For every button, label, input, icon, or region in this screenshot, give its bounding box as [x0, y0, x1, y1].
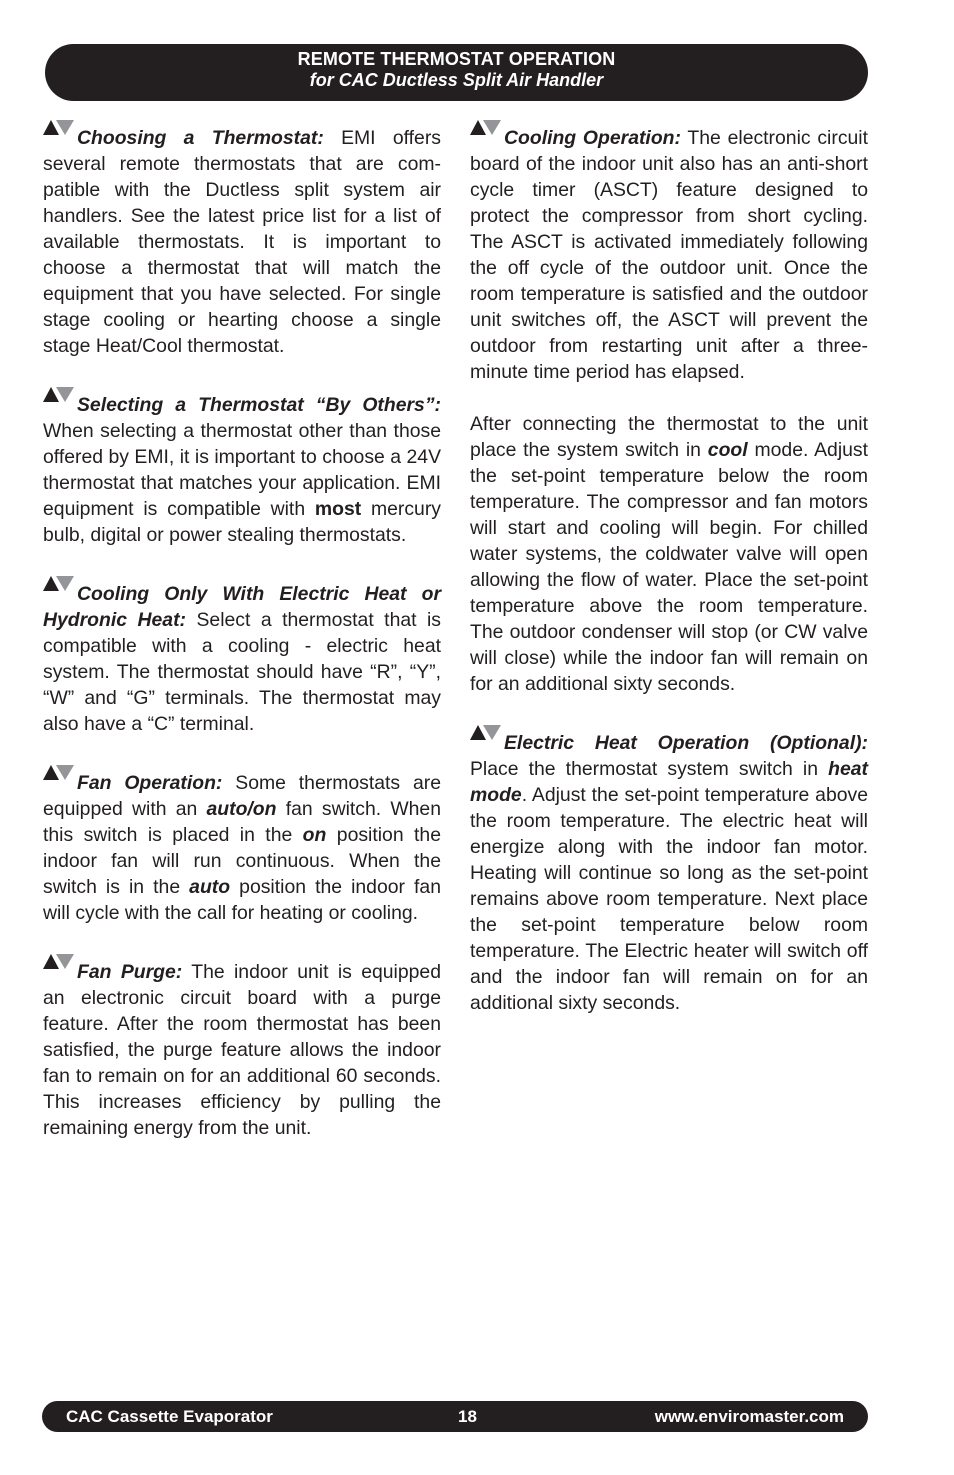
section-heading: Selecting a Thermostat “By Others”: [77, 394, 441, 416]
left-column [43, 118, 441, 1167]
emphasis-auto: auto [189, 876, 231, 898]
header-subtitle: for CAC Ductless Split Air Handler [309, 70, 604, 90]
section-body: . Adjust the set-point temperature above the room temperature. The electric heat will energize along with the indoor fan motor. Heating will continue so long as the set-point remains above room temperature. Next place the set-point temperature below room temperature. The Electric heater will switch off and the indoor fan will remain on for an additional sixty seconds. [470, 784, 868, 1014]
emphasis-most: most [314, 498, 362, 520]
section-body: position the indoor fan will cycle with the call for heating or cooling. [43, 876, 441, 924]
section-after-connecting [470, 411, 868, 697]
section-body: fan switch. When this switch is placed in the [43, 798, 442, 846]
emphasis-cool: cool [707, 439, 748, 461]
page-footer-banner [42, 1401, 868, 1432]
section-body: position the indoor fan will run continuous. When the switch is in the [43, 824, 441, 898]
section-body: Place the thermostat system switch in [470, 758, 818, 780]
section-heading: Electric Heat Operation (Optional): [504, 732, 868, 754]
right-column [470, 118, 868, 1042]
up-down-triangle-icon [470, 118, 502, 138]
section-electric-heat-operation [470, 723, 868, 1016]
section-cooling-operation [470, 118, 868, 385]
emphasis-auto-on: auto/on [206, 798, 277, 820]
section-cooling-only-electric-heat [43, 574, 441, 737]
up-down-triangle-icon [470, 723, 502, 743]
section-body: Select a thermostat that is compatible with a cooling - electric heat system. The thermostat should have “R”, “Y”, “W” and “G” terminals. The thermostat may also have a “C” terminal. [43, 609, 441, 735]
section-body: mode. Adjust the set-point temperature below the room temperature. The compressor and fan motors will start and cooling will begin. For chilled water systems, the coldwater valve will open allowing the flow of water. Place the set-point temperature above the room temperature. The outdoor condenser will stop (or CW valve will close) while the indoor fan will remain on for an additional sixty seconds. [470, 439, 869, 695]
up-down-triangle-icon [43, 952, 75, 972]
emphasis-heat-mode: heat mode [470, 758, 868, 806]
section-fan-operation [43, 763, 441, 926]
footer-website: www.enviromaster.com [654, 1407, 844, 1426]
section-heading: Cooling Only With Electric Heat or Hydronic Heat: [43, 583, 441, 631]
page-header-banner [45, 44, 868, 101]
section-fan-purge [43, 952, 441, 1141]
up-down-triangle-icon [43, 574, 75, 594]
section-body: EMI offers several remote thermostats that are compatible with the Ductless split system air handlers. See the latest price list for a list of available thermostats. It is important to choose a thermostat that will match the equipment that you have selected. For single stage cooling or hearting choose a single stage Heat/Cool thermostat. [43, 127, 441, 357]
up-down-triangle-icon [43, 763, 75, 783]
header-title: REMOTE THERMOSTAT OPERATION [297, 49, 616, 69]
up-down-triangle-icon [43, 118, 75, 138]
section-body: Some thermostats are equipped with an [43, 772, 441, 820]
section-body: After connecting the thermostat to the unit place the system switch in [470, 413, 868, 461]
section-choosing-thermostat [43, 118, 441, 359]
section-body-continued: mercury bulb, digital or power stealing thermostats. [43, 498, 441, 546]
section-heading: Cooling Operation: [504, 127, 681, 149]
footer-product-name: CAC Cassette Evaporator [66, 1407, 273, 1426]
section-selecting-thermostat [43, 385, 441, 548]
section-heading: Fan Operation: [77, 772, 223, 794]
section-heading: Choosing a Thermostat: [77, 127, 324, 149]
footer-page-number: 18 [458, 1407, 477, 1426]
emphasis-on: on [302, 824, 327, 846]
section-body: When selecting a thermostat other than those offered by EMI, it is important to choose a 24V thermostat that matches your application. EMI equipment is compatible with [43, 420, 441, 520]
section-heading: Fan Purge: [77, 961, 183, 983]
section-body: The electronic circuit board of the indoor unit also has an anti-short cycle timer (ASCT) feature designed to protect the compressor from short cycling. The ASCT is activated immediately following the off cycle of the outdoor unit. Once the room temperature is satisfied and the outdoor unit switches off, the ASCT will prevent the outdoor from restarting unit after a three-minute time period has elapsed. [470, 127, 868, 383]
section-body: The indoor unit is equipped an electronic circuit board with a purge feature. After the room thermostat has been satisfied, the purge feature allows the indoor fan to remain on for an additional 60 seconds. This increases efficiency by pulling the remaining energy from the unit. [43, 961, 441, 1139]
up-down-triangle-icon [43, 385, 75, 405]
